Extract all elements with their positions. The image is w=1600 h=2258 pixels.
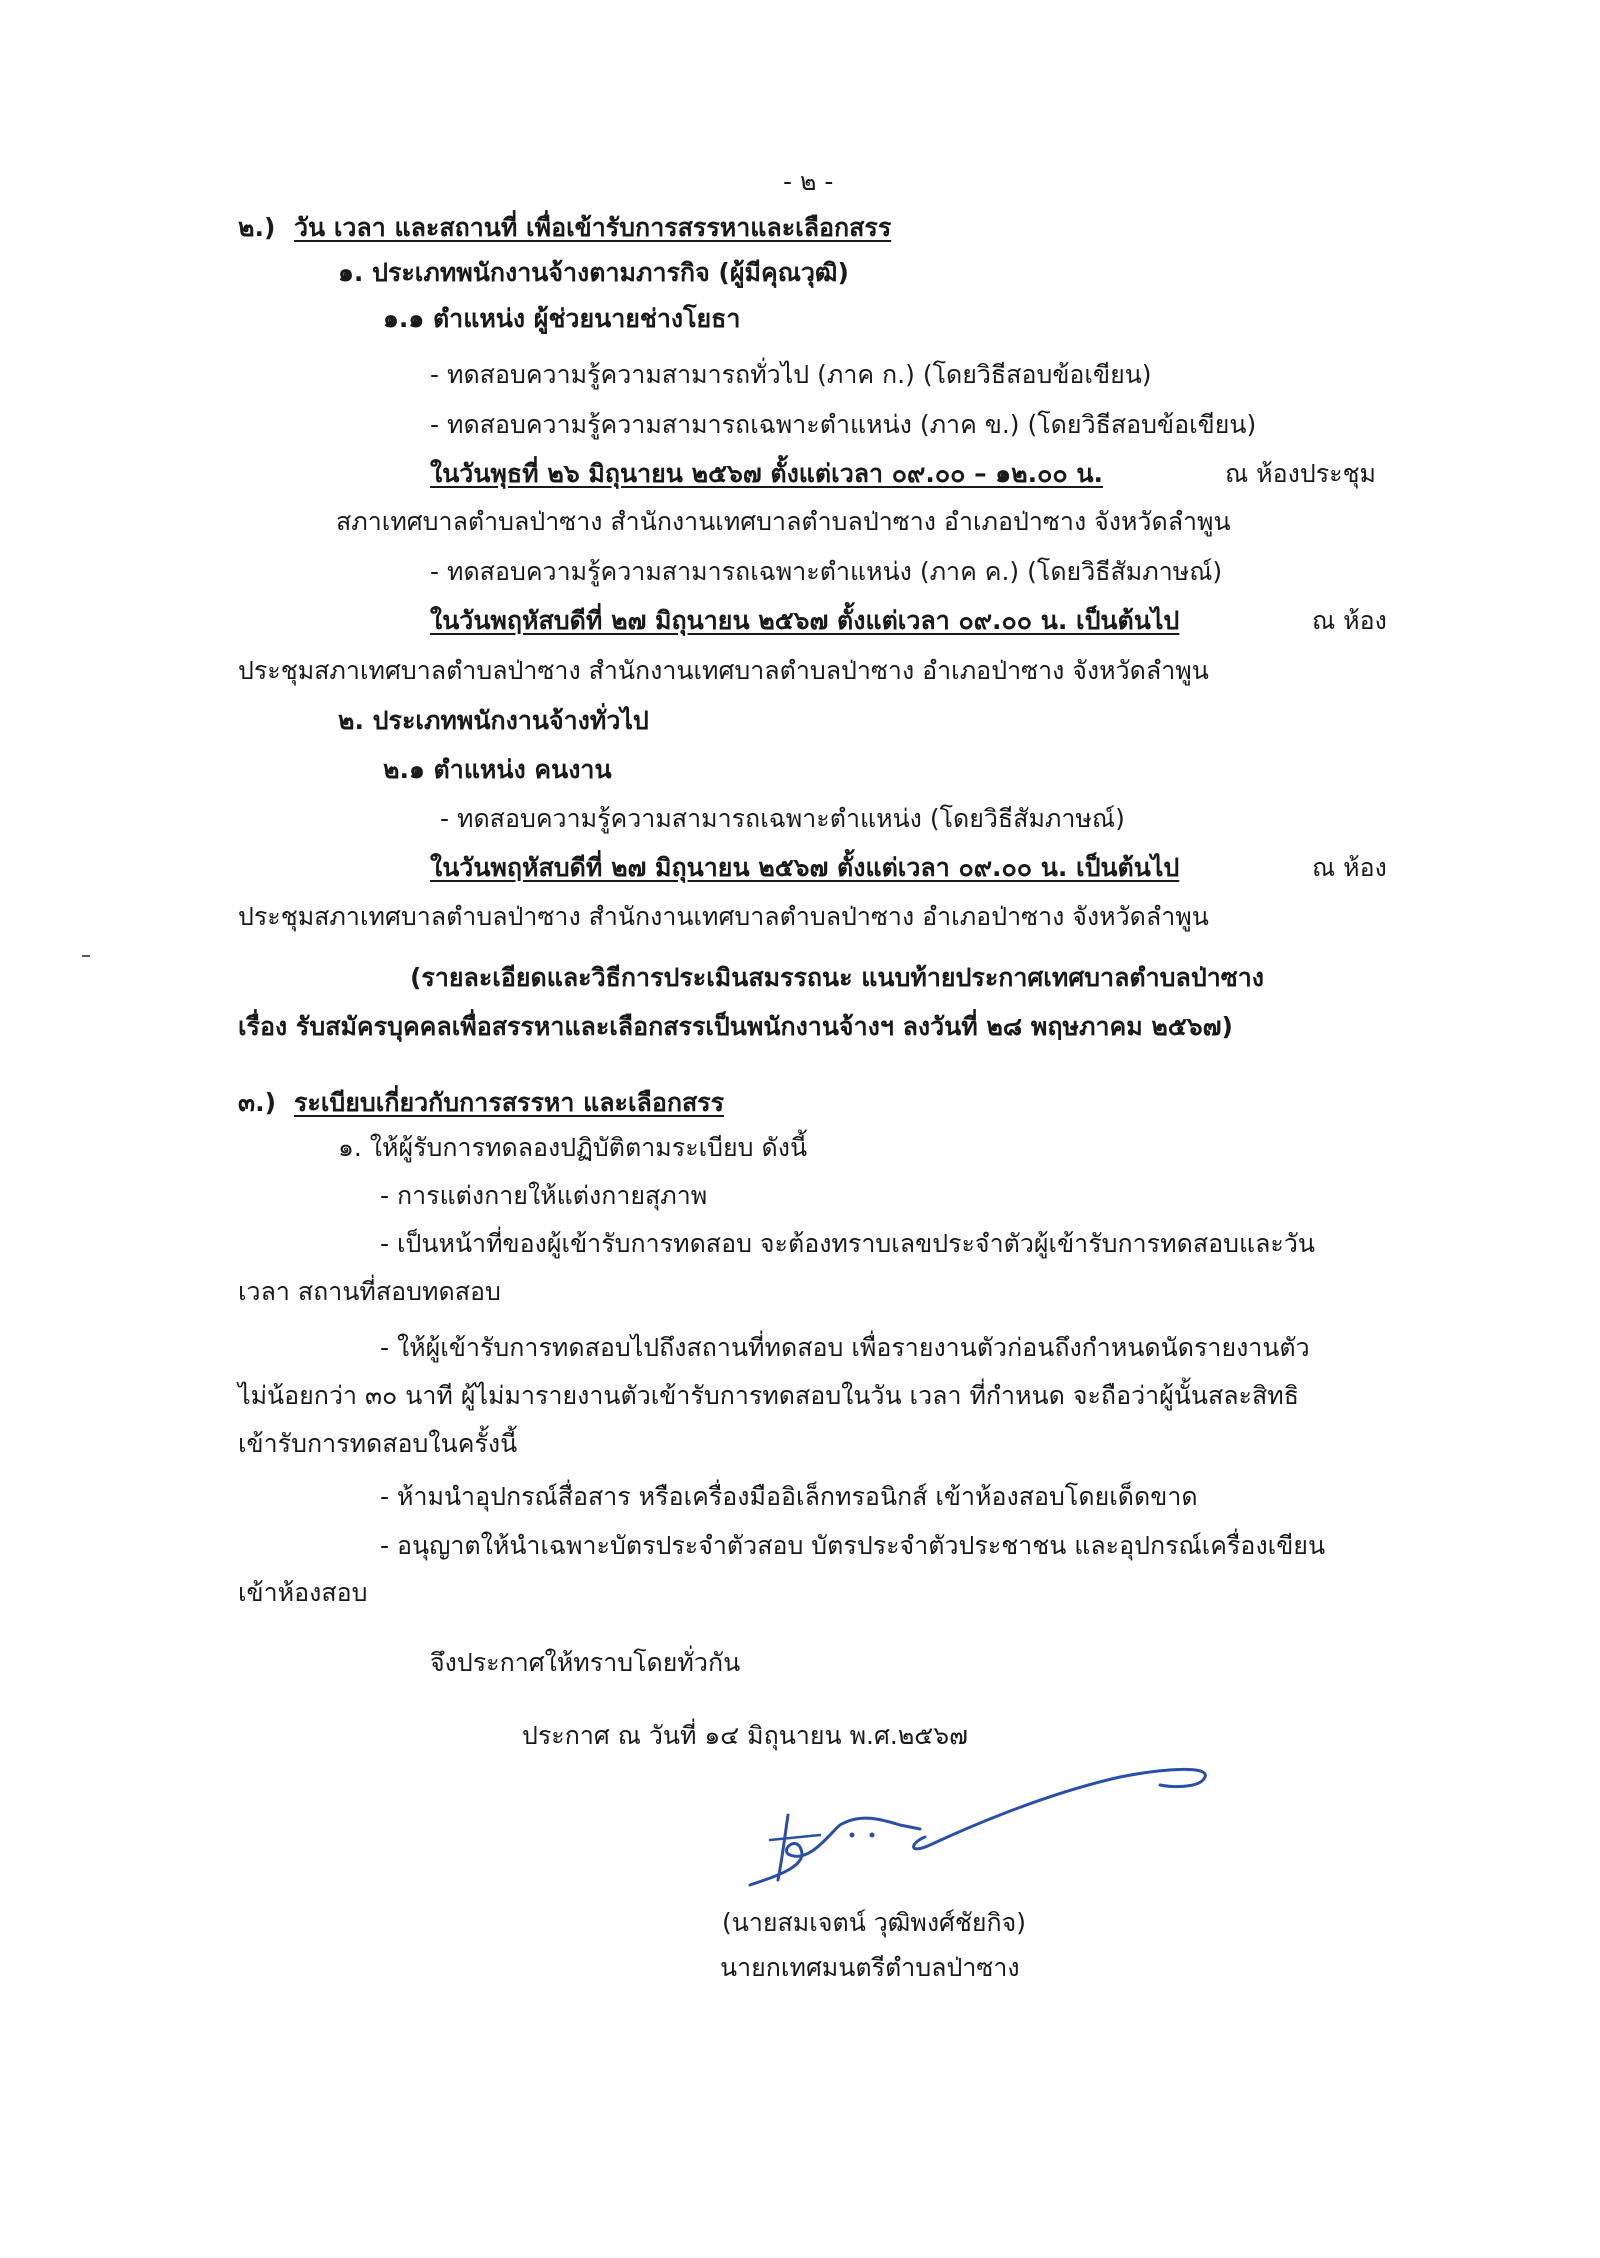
type1-place1: สภาเทศบาลตำบลป่าซาง สำนักงานเทศบาลตำบลป่าซาง อำเภอป่าซาง จังหวัดลำพูน: [336, 507, 1231, 536]
note-line1: (รายละเอียดและวิธีการประเมินสมรรถนะ แนบท้ายประกาศเทศบาลตำบลป่าซาง: [410, 963, 1264, 992]
section2-number: ๒.): [238, 213, 276, 242]
type1-position: ๑.๑ ตำแหน่ง ผู้ช่วยนายช่างโยธา: [383, 304, 741, 333]
type2-date: ในวันพฤหัสบดีที่ ๒๗ มิถุนายน ๒๕๖๗ ตั้งแต่เวลา ๐๙.๐๐ น. เป็นต้นไป: [430, 853, 1180, 882]
type2-date-rest: ณ ห้อง: [1312, 853, 1387, 882]
signature-mark: [740, 1755, 1220, 1925]
section2-heading: วัน เวลา และสถานที่ เพื่อเข้ารับการสรรหาและเลือกสรร: [294, 213, 892, 242]
note-line2: เรื่อง รับสมัครบุคคลเพื่อสรรหาและเลือกสรรเป็นพนักงานจ้างฯ ลงวันที่ ๒๘ พฤษภาคม ๒๕๖๗): [238, 1012, 1233, 1041]
rule5-line2: เข้าห้องสอบ: [238, 1578, 368, 1607]
type1-place2: ประชุมสภาเทศบาลตำบลป่าซาง สำนักงานเทศบาลตำบลป่าซาง อำเภอป่าซาง จังหวัดลำพูน: [238, 656, 1209, 685]
section3-heading: ระเบียบเกี่ยวกับการสรรหา และเลือกสรร: [294, 1088, 725, 1117]
rule2-line1: - เป็นหน้าที่ของผู้เข้ารับการทดสอบ จะต้องทราบเลขประจำตัวผู้เข้ารับการทดสอบและวัน: [380, 1229, 1315, 1258]
type1-test-a: - ทดสอบความรู้ความสามารถทั่วไป (ภาค ก.) (โดยวิธีสอบข้อเขียน): [430, 360, 1152, 389]
closing-announce: จึงประกาศให้ทราบโดยทั่วกัน: [430, 1648, 741, 1677]
rule5-line1: - อนุญาตให้นำเฉพาะบัตรประจำตัวสอบ บัตรประจำตัวประชาชน และอุปกรณ์เครื่องเขียน: [380, 1531, 1326, 1560]
type1-test-b: - ทดสอบความรู้ความสามารถเฉพาะตำแหน่ง (ภาค ข.) (โดยวิธีสอบข้อเขียน): [430, 410, 1257, 439]
signer-title: นายกเทศมนตรีตำบลป่าซาง: [720, 1953, 1020, 1982]
type2-title: ๒. ประเภทพนักงานจ้างทั่วไป: [338, 706, 649, 735]
type2-position: ๒.๑ ตำแหน่ง คนงาน: [383, 755, 612, 784]
signer-name: (นายสมเจตน์ วุฒิพงศ์ชัยกิจ): [722, 1908, 1027, 1937]
type1-date2-rest: ณ ห้อง: [1312, 606, 1387, 635]
rule1: - การแต่งกายให้แต่งกายสุภาพ: [380, 1181, 708, 1210]
closing-date: ประกาศ ณ วันที่ ๑๔ มิถุนายน พ.ศ.๒๕๖๗: [522, 1721, 968, 1750]
type1-date1: ในวันพุธที่ ๒๖ มิถุนายน ๒๕๖๗ ตั้งแต่เวลา ๐๙.๐๐ – ๑๒.๐๐ น.: [430, 459, 1103, 488]
type1-title: ๑. ประเภทพนักงานจ้างตามภารกิจ (ผู้มีคุณวุฒิ): [338, 258, 849, 287]
rule3-line1: - ให้ผู้เข้ารับการทดสอบไปถึงสถานที่ทดสอบ เพื่อรายงานตัวก่อนถึงกำหนดนัดรายงานตัว: [380, 1333, 1310, 1362]
rule3-line3: เข้ารับการทดสอบในครั้งนี้: [238, 1429, 518, 1458]
type2-place: ประชุมสภาเทศบาลตำบลป่าซาง สำนักงานเทศบาลตำบลป่าซาง อำเภอป่าซาง จังหวัดลำพูน: [238, 902, 1209, 931]
page-number: - ๒ -: [783, 167, 834, 196]
type1-date2: ในวันพฤหัสบดีที่ ๒๗ มิถุนายน ๒๕๖๗ ตั้งแต่เวลา ๐๙.๐๐ น. เป็นต้นไป: [430, 606, 1180, 635]
margin-mark: [82, 955, 90, 957]
rule3-line2: ไม่น้อยกว่า ๓๐ นาที ผู้ไม่มารายงานตัวเข้ารับการทดสอบในวัน เวลา ที่กำหนด จะถือว่าผู้นั้นสละสิทธิ: [238, 1381, 1299, 1410]
type1-date1-rest: ณ ห้องประชุม: [1225, 459, 1377, 488]
section3-number: ๓.): [238, 1088, 277, 1117]
section3-intro: ๑. ให้ผู้รับการทดลองปฏิบัติตามระเบียบ ดังนี้: [338, 1133, 808, 1162]
type1-test-c: - ทดสอบความรู้ความสามารถเฉพาะตำแหน่ง (ภาค ค.) (โดยวิธีสัมภาษณ์): [430, 557, 1223, 586]
rule2-line2: เวลา สถานที่สอบทดสอบ: [238, 1277, 501, 1306]
rule4: - ห้ามนำอุปกรณ์สื่อสาร หรือเครื่องมืออิเล็กทรอนิกส์ เข้าห้องสอบโดยเด็ดขาด: [380, 1482, 1198, 1511]
type2-test: - ทดสอบความรู้ความสามารถเฉพาะตำแหน่ง (โดยวิธีสัมภาษณ์): [440, 804, 1125, 833]
